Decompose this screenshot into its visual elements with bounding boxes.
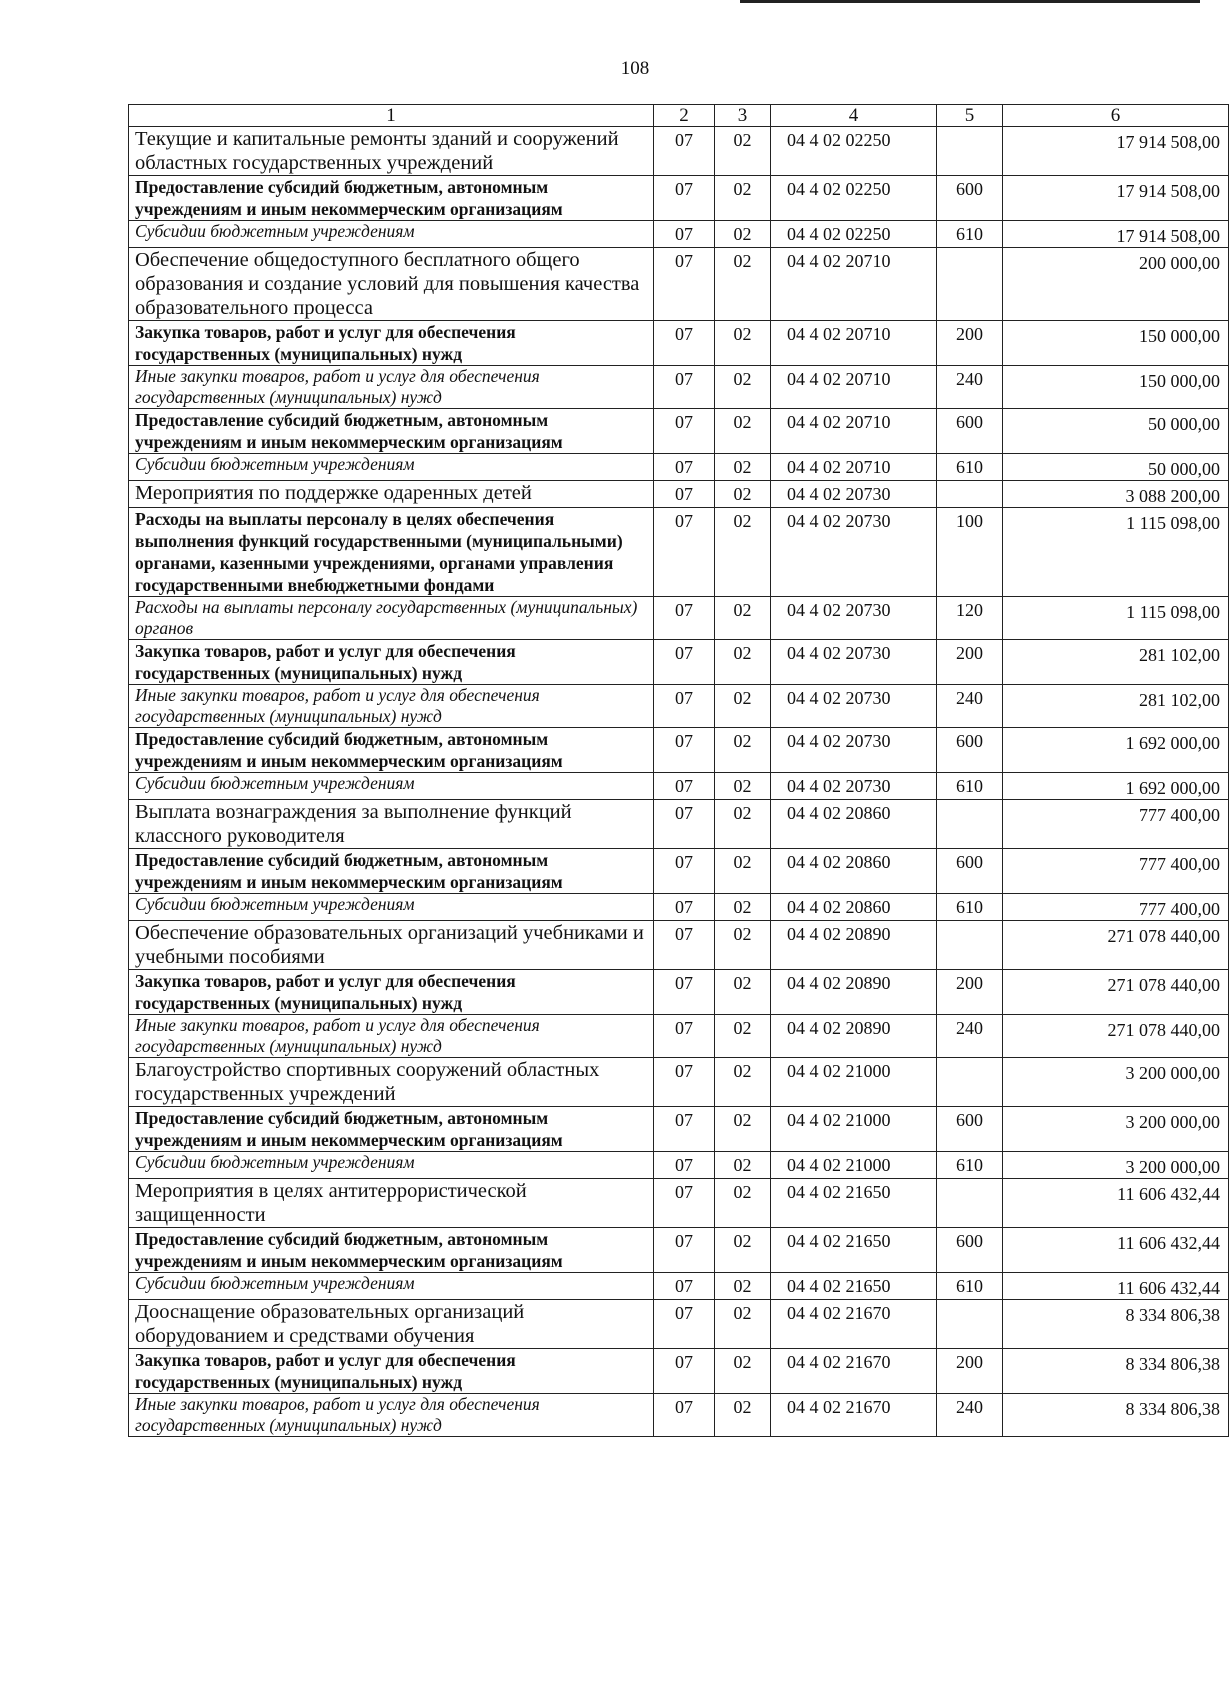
row-name-cell: Текущие и капитальные ремонты зданий и сооружений областных государственных учреждений	[129, 127, 654, 176]
header-col-2: 2	[654, 105, 715, 127]
section-code-cell: 07	[654, 508, 715, 597]
row-name-cell: Субсидии бюджетным учреждениям	[129, 894, 654, 921]
subsection-code-cell: 02	[715, 1058, 771, 1107]
section-code-cell: 07	[654, 894, 715, 921]
amount-cell: 271 078 440,00	[1003, 1015, 1229, 1058]
row-name-cell: Предоставление субсидий бюджетным, автономным учреждениям и иным некоммерческим организациям	[129, 1107, 654, 1152]
amount-cell: 3 200 000,00	[1003, 1058, 1229, 1107]
target-article-cell: 04 4 02 20710	[771, 248, 937, 321]
table-row	[129, 970, 1229, 1015]
amount-cell: 777 400,00	[1003, 849, 1229, 894]
subsection-code-cell: 02	[715, 1394, 771, 1437]
expense-type-cell: 610	[937, 773, 1003, 800]
row-name-cell: Субсидии бюджетным учреждениям	[129, 1152, 654, 1179]
target-article-cell: 04 4 02 20730	[771, 640, 937, 685]
subsection-code-cell: 02	[715, 773, 771, 800]
amount-cell: 3 200 000,00	[1003, 1152, 1229, 1179]
amount-cell: 1 115 098,00	[1003, 508, 1229, 597]
expense-type-cell: 610	[937, 894, 1003, 921]
section-code-cell: 07	[654, 685, 715, 728]
table-row	[129, 1152, 1229, 1179]
table-header-row	[129, 105, 1229, 127]
section-code-cell: 07	[654, 640, 715, 685]
table-row	[129, 221, 1229, 248]
amount-cell: 150 000,00	[1003, 321, 1229, 366]
target-article-cell: 04 4 02 21000	[771, 1058, 937, 1107]
section-code-cell: 07	[654, 127, 715, 176]
amount-cell: 8 334 806,38	[1003, 1300, 1229, 1349]
section-code-cell: 07	[654, 1152, 715, 1179]
table-row	[129, 366, 1229, 409]
target-article-cell: 04 4 02 20860	[771, 894, 937, 921]
target-article-cell: 04 4 02 20860	[771, 849, 937, 894]
budget-table	[128, 104, 1229, 1437]
subsection-code-cell: 02	[715, 597, 771, 640]
section-code-cell: 07	[654, 321, 715, 366]
row-name-cell: Расходы на выплаты персоналу в целях обеспечения выполнения функций государственными (муниципальными) органами, казенными учреждениями, органами управления государственными внебюджетными фондами	[129, 508, 654, 597]
subsection-code-cell: 02	[715, 1179, 771, 1228]
expense-type-cell: 600	[937, 409, 1003, 454]
row-name-cell: Предоставление субсидий бюджетным, автономным учреждениям и иным некоммерческим организациям	[129, 409, 654, 454]
subsection-code-cell: 02	[715, 176, 771, 221]
section-code-cell: 07	[654, 221, 715, 248]
amount-cell: 200 000,00	[1003, 248, 1229, 321]
expense-type-cell	[937, 248, 1003, 321]
table-row	[129, 685, 1229, 728]
row-name-cell: Закупка товаров, работ и услуг для обеспечения государственных (муниципальных) нужд	[129, 970, 654, 1015]
subsection-code-cell: 02	[715, 1228, 771, 1273]
target-article-cell: 04 4 02 02250	[771, 127, 937, 176]
amount-cell: 8 334 806,38	[1003, 1349, 1229, 1394]
expense-type-cell: 600	[937, 849, 1003, 894]
section-code-cell: 07	[654, 1349, 715, 1394]
row-name-cell: Мероприятия по поддержке одаренных детей	[129, 481, 654, 508]
header-col-3: 3	[715, 105, 771, 127]
subsection-code-cell: 02	[715, 1349, 771, 1394]
target-article-cell: 04 4 02 20730	[771, 685, 937, 728]
row-name-cell: Иные закупки товаров, работ и услуг для обеспечения государственных (муниципальных) нужд	[129, 366, 654, 409]
expense-type-cell: 610	[937, 221, 1003, 248]
subsection-code-cell: 02	[715, 894, 771, 921]
target-article-cell: 04 4 02 20710	[771, 454, 937, 481]
table-row	[129, 248, 1229, 321]
section-code-cell: 07	[654, 1273, 715, 1300]
table-row	[129, 597, 1229, 640]
expense-type-cell: 240	[937, 1394, 1003, 1437]
expense-type-cell: 200	[937, 1349, 1003, 1394]
row-name-cell: Обеспечение общедоступного бесплатного общего образования и создание условий для повышения качества образовательного процесса	[129, 248, 654, 321]
expense-type-cell: 600	[937, 1107, 1003, 1152]
table-row	[129, 1107, 1229, 1152]
expense-type-cell: 610	[937, 1152, 1003, 1179]
row-name-cell: Субсидии бюджетным учреждениям	[129, 1273, 654, 1300]
table-row	[129, 176, 1229, 221]
header-col-1: 1	[129, 105, 654, 127]
row-name-cell: Предоставление субсидий бюджетным, автономным учреждениям и иным некоммерческим организациям	[129, 1228, 654, 1273]
table-row	[129, 454, 1229, 481]
section-code-cell: 07	[654, 1179, 715, 1228]
subsection-code-cell: 02	[715, 1015, 771, 1058]
row-name-cell: Закупка товаров, работ и услуг для обеспечения государственных (муниципальных) нужд	[129, 1349, 654, 1394]
amount-cell: 3 200 000,00	[1003, 1107, 1229, 1152]
target-article-cell: 04 4 02 20890	[771, 1015, 937, 1058]
row-name-cell: Иные закупки товаров, работ и услуг для обеспечения государственных (муниципальных) нужд	[129, 685, 654, 728]
amount-cell: 17 914 508,00	[1003, 127, 1229, 176]
target-article-cell: 04 4 02 20860	[771, 800, 937, 849]
target-article-cell: 04 4 02 02250	[771, 176, 937, 221]
section-code-cell: 07	[654, 1058, 715, 1107]
expense-type-cell	[937, 481, 1003, 508]
subsection-code-cell: 02	[715, 728, 771, 773]
expense-type-cell: 600	[937, 176, 1003, 221]
table-row	[129, 1394, 1229, 1437]
subsection-code-cell: 02	[715, 481, 771, 508]
table-row	[129, 728, 1229, 773]
amount-cell: 17 914 508,00	[1003, 221, 1229, 248]
table-row	[129, 1300, 1229, 1349]
row-name-cell: Субсидии бюджетным учреждениям	[129, 454, 654, 481]
amount-cell: 281 102,00	[1003, 685, 1229, 728]
target-article-cell: 04 4 02 20730	[771, 597, 937, 640]
amount-cell: 271 078 440,00	[1003, 921, 1229, 970]
expense-type-cell	[937, 921, 1003, 970]
section-code-cell: 07	[654, 176, 715, 221]
top-border-line	[740, 0, 1200, 3]
section-code-cell: 07	[654, 1228, 715, 1273]
expense-type-cell	[937, 127, 1003, 176]
expense-type-cell	[937, 1179, 1003, 1228]
target-article-cell: 04 4 02 21670	[771, 1300, 937, 1349]
target-article-cell: 04 4 02 21650	[771, 1273, 937, 1300]
subsection-code-cell: 02	[715, 366, 771, 409]
amount-cell: 1 692 000,00	[1003, 773, 1229, 800]
expense-type-cell: 120	[937, 597, 1003, 640]
row-name-cell: Предоставление субсидий бюджетным, автономным учреждениям и иным некоммерческим организациям	[129, 849, 654, 894]
section-code-cell: 07	[654, 1107, 715, 1152]
subsection-code-cell: 02	[715, 1107, 771, 1152]
section-code-cell: 07	[654, 728, 715, 773]
target-article-cell: 04 4 02 21650	[771, 1228, 937, 1273]
table-row	[129, 894, 1229, 921]
subsection-code-cell: 02	[715, 409, 771, 454]
section-code-cell: 07	[654, 773, 715, 800]
row-name-cell: Закупка товаров, работ и услуг для обеспечения государственных (муниципальных) нужд	[129, 321, 654, 366]
amount-cell: 1 115 098,00	[1003, 597, 1229, 640]
subsection-code-cell: 02	[715, 685, 771, 728]
expense-type-cell: 100	[937, 508, 1003, 597]
table-row	[129, 321, 1229, 366]
amount-cell: 3 088 200,00	[1003, 481, 1229, 508]
section-code-cell: 07	[654, 1300, 715, 1349]
table-row	[129, 1179, 1229, 1228]
row-name-cell: Субсидии бюджетным учреждениям	[129, 773, 654, 800]
target-article-cell: 04 4 02 20730	[771, 481, 937, 508]
subsection-code-cell: 02	[715, 1152, 771, 1179]
header-col-4: 4	[771, 105, 937, 127]
expense-type-cell: 200	[937, 321, 1003, 366]
table-row	[129, 849, 1229, 894]
subsection-code-cell: 02	[715, 1300, 771, 1349]
section-code-cell: 07	[654, 248, 715, 321]
row-name-cell: Предоставление субсидий бюджетным, автономным учреждениям и иным некоммерческим организациям	[129, 176, 654, 221]
target-article-cell: 04 4 02 20890	[771, 921, 937, 970]
table-row	[129, 1349, 1229, 1394]
table-row	[129, 1015, 1229, 1058]
expense-type-cell: 610	[937, 1273, 1003, 1300]
target-article-cell: 04 4 02 20710	[771, 321, 937, 366]
expense-type-cell: 600	[937, 1228, 1003, 1273]
row-name-cell: Закупка товаров, работ и услуг для обеспечения государственных (муниципальных) нужд	[129, 640, 654, 685]
amount-cell: 50 000,00	[1003, 409, 1229, 454]
amount-cell: 8 334 806,38	[1003, 1394, 1229, 1437]
target-article-cell: 04 4 02 20890	[771, 970, 937, 1015]
subsection-code-cell: 02	[715, 921, 771, 970]
amount-cell: 17 914 508,00	[1003, 176, 1229, 221]
section-code-cell: 07	[654, 597, 715, 640]
table-row	[129, 127, 1229, 176]
row-name-cell: Мероприятия в целях антитеррористической защищенности	[129, 1179, 654, 1228]
row-name-cell: Благоустройство спортивных сооружений областных государственных учреждений	[129, 1058, 654, 1107]
expense-type-cell	[937, 1300, 1003, 1349]
table-row	[129, 773, 1229, 800]
row-name-cell: Дооснащение образовательных организаций оборудованием и средствами обучения	[129, 1300, 654, 1349]
target-article-cell: 04 4 02 20730	[771, 508, 937, 597]
subsection-code-cell: 02	[715, 127, 771, 176]
subsection-code-cell: 02	[715, 454, 771, 481]
table-row	[129, 1228, 1229, 1273]
subsection-code-cell: 02	[715, 321, 771, 366]
amount-cell: 777 400,00	[1003, 894, 1229, 921]
section-code-cell: 07	[654, 849, 715, 894]
expense-type-cell: 240	[937, 366, 1003, 409]
target-article-cell: 04 4 02 02250	[771, 221, 937, 248]
section-code-cell: 07	[654, 970, 715, 1015]
subsection-code-cell: 02	[715, 221, 771, 248]
row-name-cell: Выплата вознаграждения за выполнение функций классного руководителя	[129, 800, 654, 849]
table-row	[129, 921, 1229, 970]
table-row	[129, 508, 1229, 597]
target-article-cell: 04 4 02 20730	[771, 773, 937, 800]
header-col-6: 6	[1003, 105, 1229, 127]
section-code-cell: 07	[654, 921, 715, 970]
row-name-cell: Предоставление субсидий бюджетным, автономным учреждениям и иным некоммерческим организациям	[129, 728, 654, 773]
target-article-cell: 04 4 02 20710	[771, 409, 937, 454]
subsection-code-cell: 02	[715, 970, 771, 1015]
expense-type-cell: 610	[937, 454, 1003, 481]
expense-type-cell: 200	[937, 640, 1003, 685]
target-article-cell: 04 4 02 21650	[771, 1179, 937, 1228]
section-code-cell: 07	[654, 409, 715, 454]
subsection-code-cell: 02	[715, 640, 771, 685]
table-row	[129, 640, 1229, 685]
section-code-cell: 07	[654, 366, 715, 409]
amount-cell: 11 606 432,44	[1003, 1273, 1229, 1300]
section-code-cell: 07	[654, 1015, 715, 1058]
section-code-cell: 07	[654, 481, 715, 508]
expense-type-cell	[937, 800, 1003, 849]
row-name-cell: Иные закупки товаров, работ и услуг для обеспечения государственных (муниципальных) нужд	[129, 1015, 654, 1058]
expense-type-cell: 240	[937, 1015, 1003, 1058]
subsection-code-cell: 02	[715, 1273, 771, 1300]
amount-cell: 1 692 000,00	[1003, 728, 1229, 773]
expense-type-cell: 200	[937, 970, 1003, 1015]
amount-cell: 11 606 432,44	[1003, 1179, 1229, 1228]
target-article-cell: 04 4 02 20730	[771, 728, 937, 773]
amount-cell: 777 400,00	[1003, 800, 1229, 849]
header-col-5: 5	[937, 105, 1003, 127]
subsection-code-cell: 02	[715, 508, 771, 597]
target-article-cell: 04 4 02 21000	[771, 1152, 937, 1179]
table-row	[129, 1058, 1229, 1107]
table-row	[129, 409, 1229, 454]
subsection-code-cell: 02	[715, 248, 771, 321]
target-article-cell: 04 4 02 20710	[771, 366, 937, 409]
section-code-cell: 07	[654, 1394, 715, 1437]
table-row	[129, 481, 1229, 508]
expense-type-cell: 600	[937, 728, 1003, 773]
amount-cell: 50 000,00	[1003, 454, 1229, 481]
expense-type-cell: 240	[937, 685, 1003, 728]
amount-cell: 150 000,00	[1003, 366, 1229, 409]
table-body	[129, 127, 1229, 1437]
row-name-cell: Субсидии бюджетным учреждениям	[129, 221, 654, 248]
expense-type-cell	[937, 1058, 1003, 1107]
amount-cell: 11 606 432,44	[1003, 1228, 1229, 1273]
target-article-cell: 04 4 02 21670	[771, 1394, 937, 1437]
amount-cell: 281 102,00	[1003, 640, 1229, 685]
row-name-cell: Расходы на выплаты персоналу государственных (муниципальных) органов	[129, 597, 654, 640]
row-name-cell: Обеспечение образовательных организаций учебниками и учебными пособиями	[129, 921, 654, 970]
section-code-cell: 07	[654, 800, 715, 849]
page-number: 108	[620, 58, 650, 79]
section-code-cell: 07	[654, 454, 715, 481]
target-article-cell: 04 4 02 21670	[771, 1349, 937, 1394]
table-row	[129, 1273, 1229, 1300]
subsection-code-cell: 02	[715, 849, 771, 894]
table-row	[129, 800, 1229, 849]
amount-cell: 271 078 440,00	[1003, 970, 1229, 1015]
row-name-cell: Иные закупки товаров, работ и услуг для обеспечения государственных (муниципальных) нужд	[129, 1394, 654, 1437]
subsection-code-cell: 02	[715, 800, 771, 849]
target-article-cell: 04 4 02 21000	[771, 1107, 937, 1152]
